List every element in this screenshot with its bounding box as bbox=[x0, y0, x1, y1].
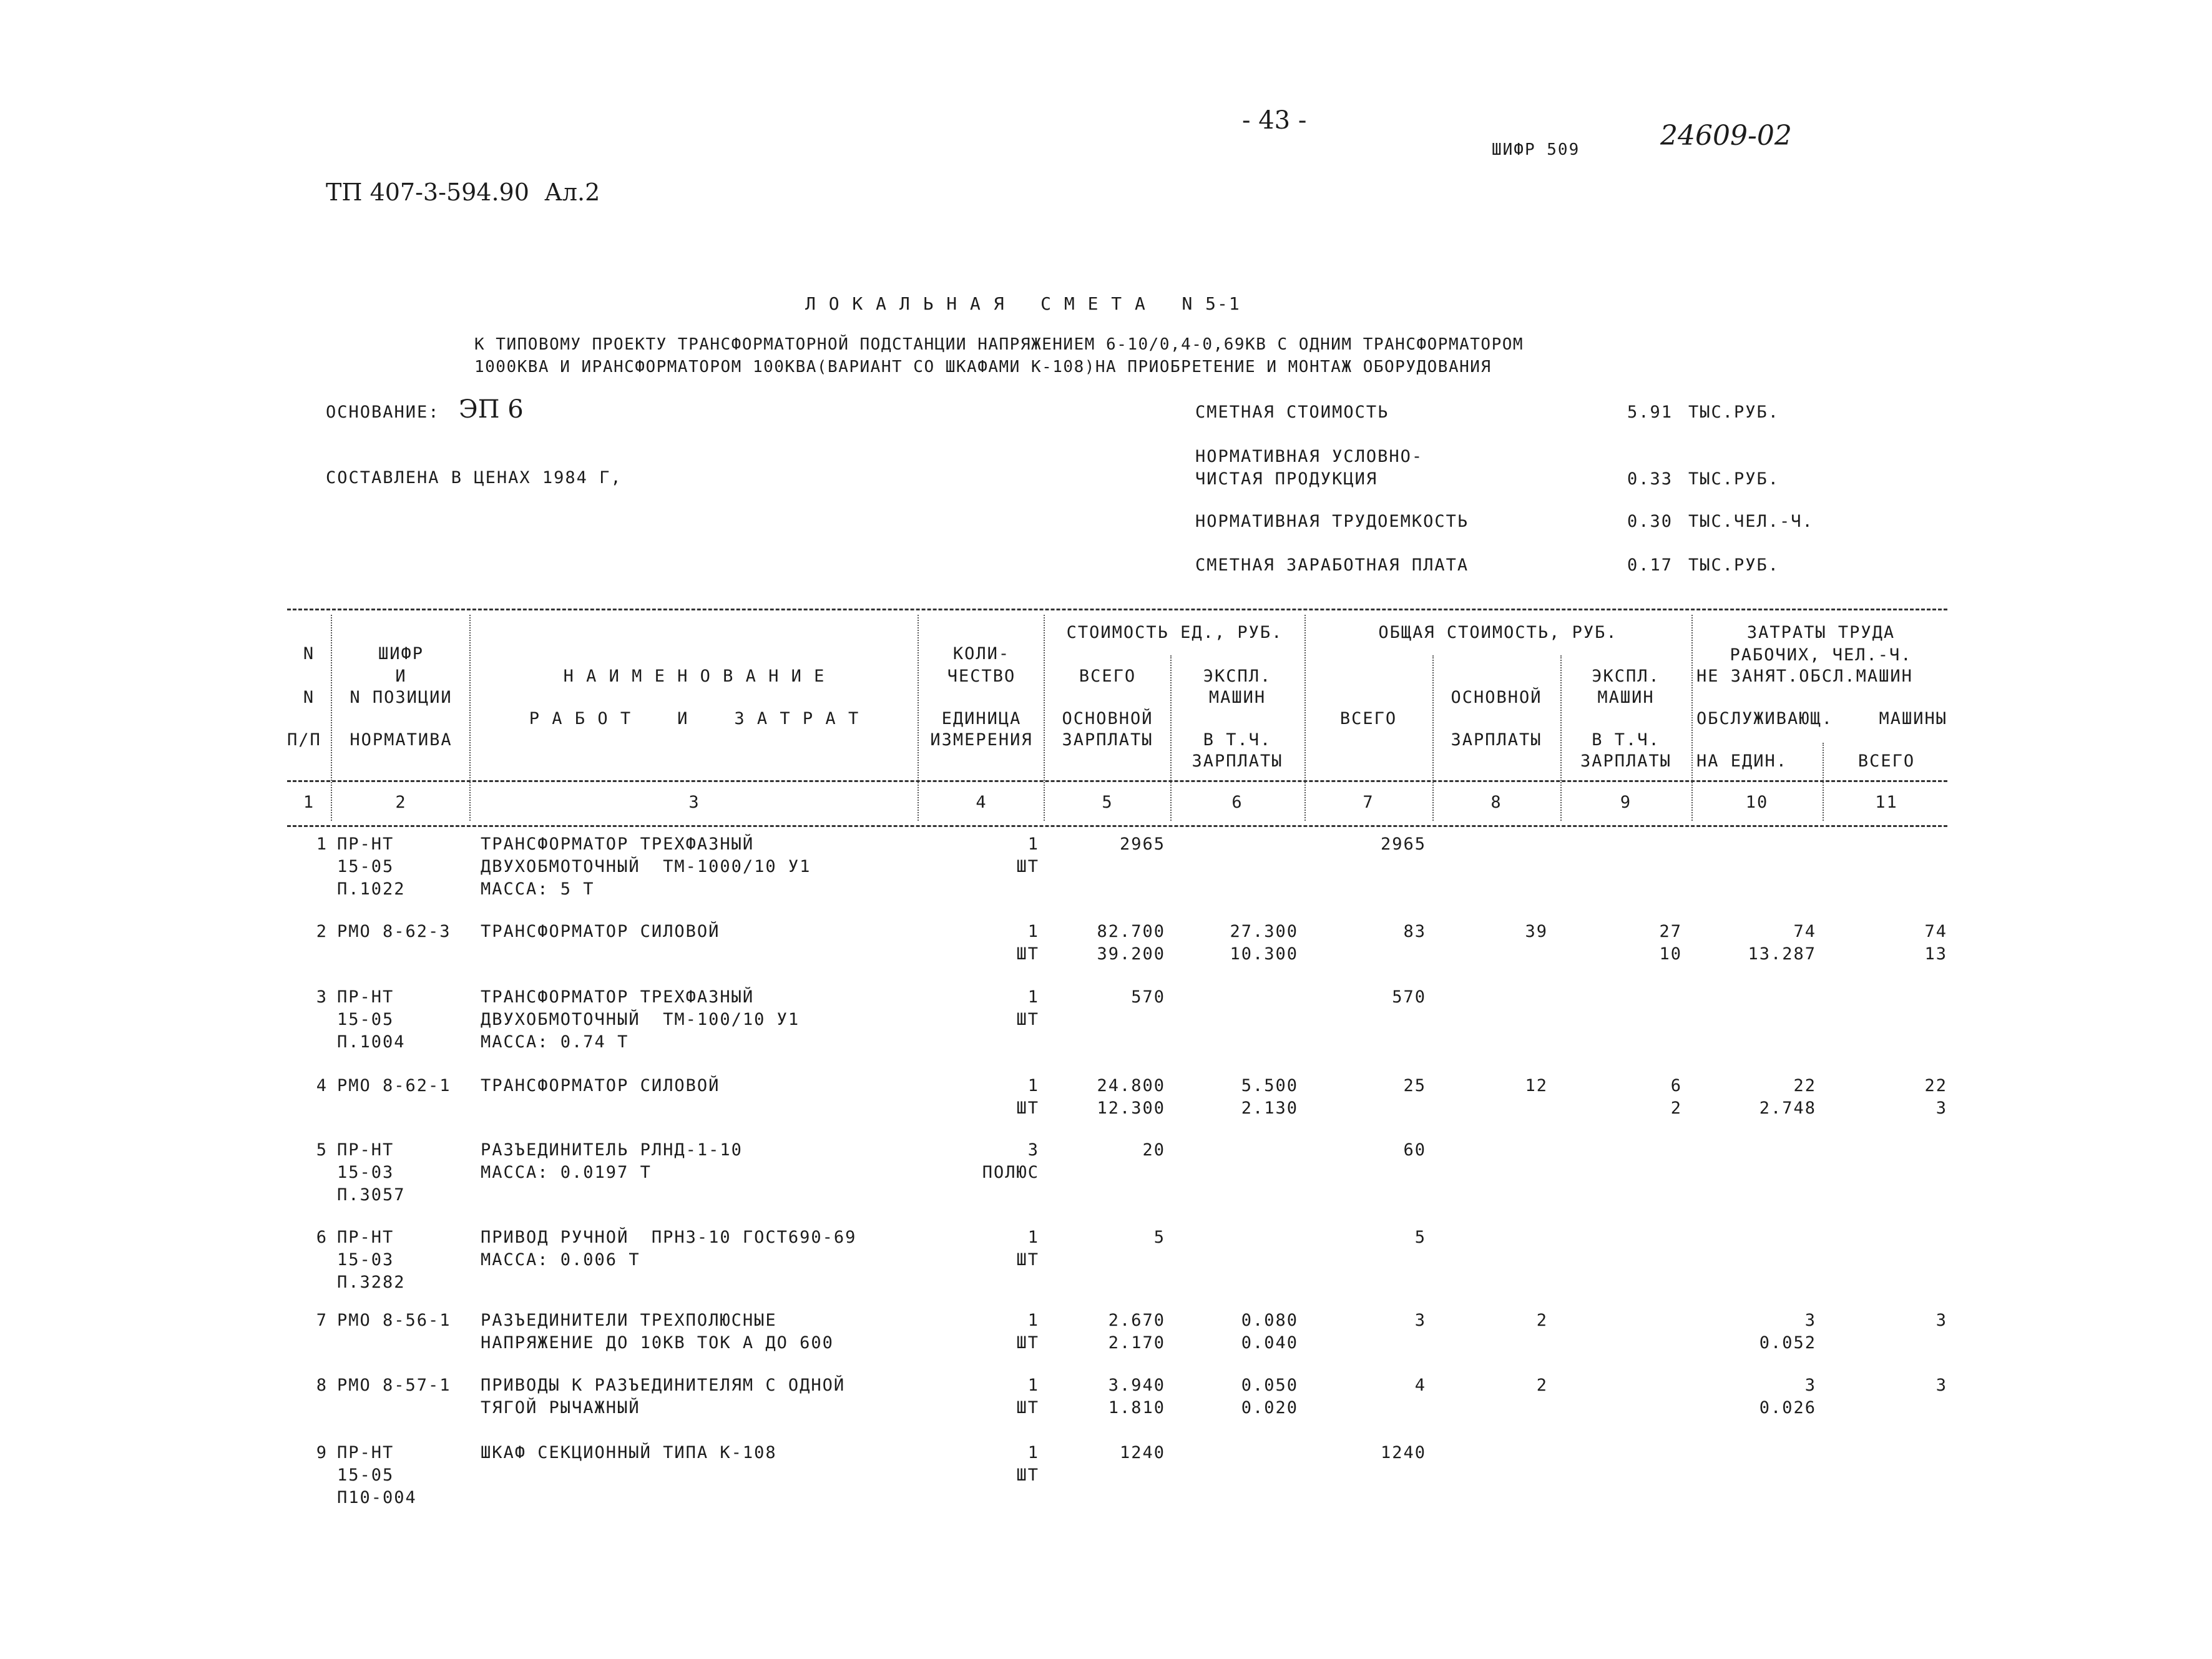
summary-unit: ТЫС.РУБ. bbox=[1688, 469, 1780, 489]
item-name: ДВУХОБМОТОЧНЫЙ ТМ-100/10 У1 bbox=[481, 1010, 800, 1029]
unit: ШТ bbox=[1016, 1466, 1039, 1485]
position-code: РМО 8-62-3 bbox=[337, 922, 451, 941]
unit-cost-total: 12.300 bbox=[1097, 1099, 1165, 1118]
col8-header: ОСНОВНОЙ bbox=[1451, 688, 1542, 707]
summary-label: НОРМАТИВНАЯ УСЛОВНО- bbox=[1195, 447, 1424, 466]
unit-cost-machines: 0.050 bbox=[1241, 1376, 1298, 1395]
item-name: МАССА: 0.74 Т bbox=[481, 1032, 629, 1052]
summary-unit: ТЫС.РУБ. bbox=[1688, 555, 1780, 575]
row-number: 2 bbox=[316, 922, 328, 941]
item-name: НАПРЯЖЕНИЕ ДО 10КВ ТОК А ДО 600 bbox=[481, 1333, 834, 1353]
quantity: 1 bbox=[1027, 1376, 1039, 1395]
labor-unit: 22 bbox=[1793, 1076, 1816, 1095]
item-name: ТРАНСФОРМАТОР СИЛОВОЙ bbox=[481, 922, 720, 941]
total-cost: 83 bbox=[1403, 922, 1426, 941]
total-salary: 2 bbox=[1536, 1311, 1548, 1330]
total-cost: 60 bbox=[1403, 1140, 1426, 1160]
total-cost: 25 bbox=[1403, 1076, 1426, 1095]
item-name: РАЗЪЕДИНИТЕЛЬ РЛНД-1-10 bbox=[481, 1140, 743, 1160]
col1-header: N bbox=[303, 644, 315, 663]
summary-value: 5.91 bbox=[1627, 403, 1673, 422]
labor-total: 22 bbox=[1924, 1076, 1947, 1095]
position-code: РМО 8-56-1 bbox=[337, 1311, 451, 1330]
unit: ШТ bbox=[1016, 1333, 1039, 1353]
summary-label: СМЕТНАЯ ЗАРАБОТНАЯ ПЛАТА bbox=[1195, 555, 1469, 575]
unit-cost-machines: 0.080 bbox=[1241, 1311, 1298, 1330]
col6-header: ЭКСПЛ. bbox=[1203, 667, 1272, 686]
col11-header: ВСЕГО bbox=[1857, 751, 1916, 771]
col9-header: ЭКСПЛ. bbox=[1592, 667, 1660, 686]
labor-total: 3 bbox=[1936, 1311, 1947, 1330]
row-number: 7 bbox=[316, 1311, 328, 1330]
column-number: 4 bbox=[976, 793, 987, 812]
quantity: 1 bbox=[1027, 922, 1039, 941]
unit: ПОЛЮС bbox=[982, 1163, 1039, 1182]
col10-header: ОБСЛУЖИВАЮЩ. bbox=[1696, 709, 1834, 728]
position-code: 15-05 bbox=[337, 1010, 394, 1029]
unit-cost-total: 2.670 bbox=[1108, 1311, 1165, 1330]
basis-value: ЭП 6 bbox=[459, 395, 524, 424]
quantity: 1 bbox=[1027, 1443, 1039, 1462]
row-number: 5 bbox=[316, 1140, 328, 1160]
labor-total: 74 bbox=[1924, 922, 1947, 941]
col4-header: ИЗМЕРЕНИЯ bbox=[930, 730, 1033, 750]
labor-header: РАБОЧИХ, ЧЕЛ.-Ч. bbox=[1730, 645, 1912, 665]
item-name: ТЯГОЙ РЫЧАЖНЫЙ bbox=[481, 1398, 640, 1417]
unit-cost-total: 24.800 bbox=[1097, 1076, 1165, 1095]
col9-header: ЗАРПЛАТЫ bbox=[1580, 751, 1672, 771]
quantity: 1 bbox=[1027, 1311, 1039, 1330]
col5-header: ЗАРПЛАТЫ bbox=[1062, 730, 1153, 750]
col6-header: В Т.Ч. bbox=[1203, 730, 1272, 750]
col3-header: Р А Б О Т И З А Т Р А Т bbox=[529, 709, 860, 728]
quantity: 1 bbox=[1027, 834, 1039, 854]
document-number: 24609-02 bbox=[1660, 120, 1792, 152]
total-cost: 570 bbox=[1392, 987, 1426, 1007]
unit-cost-machines: 2.130 bbox=[1241, 1099, 1298, 1118]
position-code: П.3057 bbox=[337, 1185, 406, 1205]
position-code: ПР-НТ bbox=[337, 1140, 394, 1160]
item-name: ТРАНСФОРМАТОР ТРЕХФАЗНЫЙ bbox=[481, 834, 755, 854]
unit-cost-total: 20 bbox=[1142, 1140, 1165, 1160]
position-code: 15-05 bbox=[337, 1466, 394, 1485]
position-code: ПР-НТ bbox=[337, 1443, 394, 1462]
summary-value: 0.33 bbox=[1627, 469, 1673, 489]
col8-header: ЗАРПЛАТЫ bbox=[1451, 730, 1542, 750]
unit: ШТ bbox=[1016, 1010, 1039, 1029]
col2-header: N ПОЗИЦИИ bbox=[350, 688, 453, 707]
total-salary: 2 bbox=[1536, 1376, 1548, 1395]
item-name: МАССА: 5 Т bbox=[481, 879, 595, 899]
item-name: МАССА: 0.006 Т bbox=[481, 1250, 640, 1270]
position-code: 15-03 bbox=[337, 1250, 394, 1270]
item-name: ШКАФ СЕКЦИОННЫЙ ТИПА К-108 bbox=[481, 1443, 777, 1462]
unit: ШТ bbox=[1016, 1099, 1039, 1118]
column-number: 10 bbox=[1745, 793, 1769, 812]
position-code: РМО 8-62-1 bbox=[337, 1076, 451, 1095]
project-code: ТП 407-3-594.90 Ал.2 bbox=[326, 179, 600, 206]
quantity: 1 bbox=[1027, 1076, 1039, 1095]
labor-total: 3 bbox=[1936, 1099, 1947, 1118]
unit-cost-total: 39.200 bbox=[1097, 944, 1165, 964]
item-name: ТРАНСФОРМАТОР СИЛОВОЙ bbox=[481, 1076, 720, 1095]
col9-header: В Т.Ч. bbox=[1592, 730, 1660, 750]
position-code: РМО 8-57-1 bbox=[337, 1376, 451, 1395]
item-name: ДВУХОБМОТОЧНЫЙ ТМ-1000/10 У1 bbox=[481, 857, 811, 876]
col2-header: НОРМАТИВА bbox=[350, 730, 453, 750]
summary-unit: ТЫС.РУБ. bbox=[1688, 403, 1780, 422]
total-salary: 12 bbox=[1525, 1076, 1548, 1095]
col1-header: П/П bbox=[287, 730, 321, 750]
labor-unit: 13.287 bbox=[1748, 944, 1816, 964]
labor-unit: 3 bbox=[1804, 1311, 1816, 1330]
divider bbox=[287, 780, 1947, 782]
labor-header: ЗАТРАТЫ ТРУДА bbox=[1746, 623, 1896, 642]
unit-cost-total: 1240 bbox=[1119, 1443, 1165, 1462]
prices-note: СОСТАВЛЕНА В ЦЕНАХ 1984 Г, bbox=[326, 468, 622, 487]
item-name: МАССА: 0.0197 Т bbox=[481, 1163, 652, 1182]
summary-value: 0.17 bbox=[1627, 555, 1673, 575]
col3-header: Н А И М Е Н О В А Н И Е bbox=[563, 667, 826, 686]
column-number: 5 bbox=[1102, 793, 1113, 812]
unit-cost-total: 5 bbox=[1153, 1228, 1165, 1247]
col5-header: ОСНОВНОЙ bbox=[1062, 709, 1153, 728]
position-code: П.3282 bbox=[337, 1273, 406, 1292]
col10-header: НА ЕДИН. bbox=[1696, 751, 1788, 771]
total-cost: 1240 bbox=[1380, 1443, 1426, 1462]
column-number: 3 bbox=[688, 793, 700, 812]
unit: ШТ bbox=[1016, 944, 1039, 964]
col5-header: ВСЕГО bbox=[1079, 667, 1137, 686]
quantity: 3 bbox=[1027, 1140, 1039, 1160]
summary-label: СМЕТНАЯ СТОИМОСТЬ bbox=[1195, 403, 1389, 422]
unit-cost-total: 82.700 bbox=[1097, 922, 1165, 941]
document-title: Л О К А Л Ь Н А Я С М Е Т А N 5-1 bbox=[805, 293, 1241, 314]
row-number: 3 bbox=[316, 987, 328, 1007]
labor-unit: 3 bbox=[1804, 1376, 1816, 1395]
labor-unit: 0.026 bbox=[1759, 1398, 1816, 1417]
item-name: РАЗЪЕДИНИТЕЛИ ТРЕХПОЛЮСНЫЕ bbox=[481, 1311, 777, 1330]
labor-unit: 74 bbox=[1793, 922, 1816, 941]
unit-cost-total: 3.940 bbox=[1108, 1376, 1165, 1395]
position-code: 15-03 bbox=[337, 1163, 394, 1182]
column-number: 2 bbox=[395, 793, 407, 812]
column-number: 8 bbox=[1490, 793, 1502, 812]
shifr: ШИФР 509 bbox=[1492, 140, 1580, 159]
summary-unit: ТЫС.ЧЕЛ.-Ч. bbox=[1688, 512, 1814, 531]
summary-label: НОРМАТИВНАЯ ТРУДОЕМКОСТЬ bbox=[1195, 512, 1469, 531]
position-code: П.1004 bbox=[337, 1032, 406, 1052]
unit-cost-machines: 10.300 bbox=[1230, 944, 1298, 964]
position-code: ПР-НТ bbox=[337, 1228, 394, 1247]
row-number: 9 bbox=[316, 1443, 328, 1462]
row-number: 1 bbox=[316, 834, 328, 854]
total-machines: 6 bbox=[1670, 1076, 1682, 1095]
total-cost: 5 bbox=[1414, 1228, 1426, 1247]
page-number: - 43 - bbox=[1242, 106, 1307, 135]
col1-header: N bbox=[303, 688, 315, 707]
position-code: 15-05 bbox=[337, 857, 394, 876]
labor-unit: 0.052 bbox=[1759, 1333, 1816, 1353]
quantity: 1 bbox=[1027, 987, 1039, 1007]
basis-label: ОСНОВАНИЕ: bbox=[326, 403, 440, 422]
divider bbox=[287, 609, 1947, 610]
quantity: 1 bbox=[1027, 1228, 1039, 1247]
unit: ШТ bbox=[1016, 857, 1039, 876]
unit-cost-total: 1.810 bbox=[1108, 1398, 1165, 1417]
unit-cost-machines: 5.500 bbox=[1241, 1076, 1298, 1095]
total-machines: 27 bbox=[1659, 922, 1682, 941]
row-number: 4 bbox=[316, 1076, 328, 1095]
col11-header: МАШИНЫ bbox=[1879, 709, 1947, 728]
unit: ШТ bbox=[1016, 1398, 1039, 1417]
total-machines: 2 bbox=[1670, 1099, 1682, 1118]
item-name: ПРИВОДЫ К РАЗЪЕДИНИТЕЛЯМ С ОДНОЙ bbox=[481, 1376, 846, 1395]
labor-subheader: НЕ ЗАНЯТ.ОБСЛ.МАШИН bbox=[1696, 667, 1913, 686]
subtitle-line-2: 1000КВА И ИРАНСФОРМАТОРОМ 100КВА(ВАРИАНТ СО ШКАФАМИ К-108)НА ПРИОБРЕТЕНИЕ И МОНТАЖ ОБОРУДОВАНИЯ bbox=[474, 358, 1492, 376]
labor-total: 3 bbox=[1936, 1376, 1947, 1395]
column-number: 11 bbox=[1875, 793, 1898, 812]
col4-header: КОЛИ- bbox=[952, 644, 1011, 663]
total-cost: 4 bbox=[1414, 1376, 1426, 1395]
col2-header: ШИФР bbox=[378, 644, 424, 663]
unit-cost-machines: 0.040 bbox=[1241, 1333, 1298, 1353]
unit-cost-header: СТОИМОСТЬ ЕД., РУБ. bbox=[1066, 623, 1283, 642]
subtitle-line-1: К ТИПОВОМУ ПРОЕКТУ ТРАНСФОРМАТОРНОЙ ПОДСТАНЦИИ НАПРЯЖЕНИЕМ 6-10/0,4-0,69КВ С ОДНИМ ТРАНСФОРМАТОРОМ bbox=[474, 335, 1524, 354]
column-number: 6 bbox=[1231, 793, 1243, 812]
column-number: 9 bbox=[1620, 793, 1632, 812]
col7-header: ВСЕГО bbox=[1339, 709, 1397, 728]
position-code: ПР-НТ bbox=[337, 834, 394, 854]
column-number: 7 bbox=[1363, 793, 1374, 812]
col9-header: МАШИН bbox=[1597, 688, 1655, 707]
col2-header: И bbox=[395, 667, 407, 686]
unit-cost-total: 2965 bbox=[1119, 834, 1165, 854]
position-code: П10-004 bbox=[337, 1488, 417, 1507]
total-machines: 10 bbox=[1659, 944, 1682, 964]
row-number: 8 bbox=[316, 1376, 328, 1395]
row-number: 6 bbox=[316, 1228, 328, 1247]
labor-total: 13 bbox=[1924, 944, 1947, 964]
column-number: 1 bbox=[303, 793, 315, 812]
unit-cost-machines: 0.020 bbox=[1241, 1398, 1298, 1417]
summary-label-2: ЧИСТАЯ ПРОДУКЦИЯ bbox=[1195, 469, 1378, 489]
unit-cost-total: 570 bbox=[1131, 987, 1165, 1007]
col6-header: ЗАРПЛАТЫ bbox=[1192, 751, 1283, 771]
total-salary: 39 bbox=[1525, 922, 1548, 941]
divider bbox=[287, 825, 1947, 827]
col4-header: ЧЕСТВО bbox=[947, 667, 1016, 686]
unit-cost-machines: 27.300 bbox=[1230, 922, 1298, 941]
total-cost: 3 bbox=[1414, 1311, 1426, 1330]
item-name: ТРАНСФОРМАТОР ТРЕХФАЗНЫЙ bbox=[481, 987, 755, 1007]
unit: ШТ bbox=[1016, 1250, 1039, 1270]
labor-unit: 2.748 bbox=[1759, 1099, 1816, 1118]
total-cost-header: ОБЩАЯ СТОИМОСТЬ, РУБ. bbox=[1378, 623, 1618, 642]
position-code: П.1022 bbox=[337, 879, 406, 899]
item-name: ПРИВОД РУЧНОЙ ПРНЗ-10 ГОСТ690-69 bbox=[481, 1228, 857, 1247]
summary-value: 0.30 bbox=[1627, 512, 1673, 531]
col4-header: ЕДИНИЦА bbox=[941, 709, 1022, 728]
position-code: ПР-НТ bbox=[337, 987, 394, 1007]
total-cost: 2965 bbox=[1380, 834, 1426, 854]
col6-header: МАШИН bbox=[1208, 688, 1266, 707]
unit-cost-total: 2.170 bbox=[1108, 1333, 1165, 1353]
